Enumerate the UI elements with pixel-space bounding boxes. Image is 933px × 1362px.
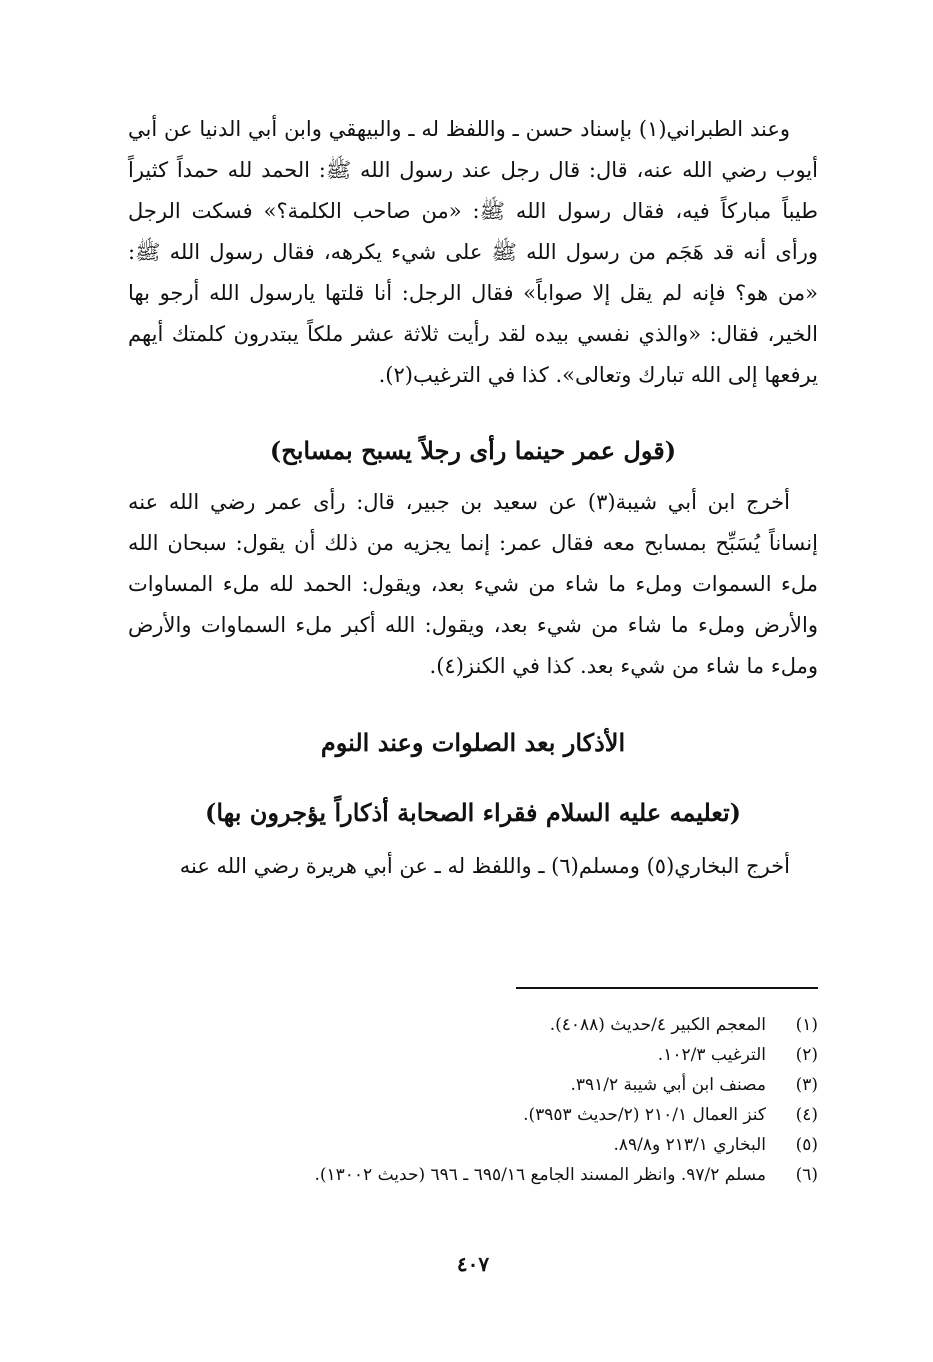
- paragraph-line: السماوات والأرض وملء ما شاء من شيء بعد. كذا في الكنز(٤).: [128, 613, 818, 678]
- chapter-heading-adhkar: الأذكار بعد الصلوات وعند النوم: [320, 728, 626, 757]
- footnote-text: الترغيب ١٠٢/٣.: [657, 1045, 766, 1065]
- paragraph-line: كثيراً طيباً مباركاً فيه، فقال رسول الله ﷺ: «من صاحب الكلمة؟» فسكت: [128, 158, 818, 223]
- paragraph-line: إنساناً يُسَبِّح بمسابح معه فقال عمر: إنما يجزيه من ذلك أن يقول: سبحان: [167, 531, 818, 555]
- paragraph-line: كلمتك أيهم يرفعها إلى الله تبارك وتعالى». كذا في الترغيب(٢).: [128, 322, 818, 387]
- footnote-item: [128, 1130, 818, 1160]
- paragraph-ibn-abi-shaybah: [128, 482, 818, 687]
- paragraph-line: الله ملء السموات وملء ما شاء من شيء بعد، ويقول: الحمد لله ملء: [128, 531, 819, 596]
- footnote-item: [128, 1160, 818, 1190]
- footnote-text: البخاري ٢١٣/١ و٨٩/٨.: [613, 1135, 766, 1155]
- footnote-text: المعجم الكبير ٤/حديث (٤٠٨٨).: [549, 1015, 766, 1035]
- footnote-number: (٣): [795, 1075, 818, 1095]
- footnote-separator: [516, 987, 818, 989]
- footnote-number: (٥): [795, 1135, 818, 1155]
- section-heading-teaching: (تعليمه عليه السلام فقراء الصحابة أذكاراً يؤجرون بها): [204, 798, 742, 827]
- book-page: [128, 0, 818, 1362]
- footnote-item: [128, 1070, 818, 1100]
- footnote-text: مسلم ٩٧/٢. وانظر المسند الجامع ٦٩٥/١٦ ـ ٦٩٦ (حديث ١٣٠٠٢).: [314, 1165, 766, 1185]
- paragraph-line: المساوات والأرض وملء ما شاء من شيء بعد، ويقول: الله أكبر ملء: [128, 572, 818, 637]
- paragraph-line: أخرج البخاري(٥) ومسلم(٦) ـ واللفظ له ـ عن أبي هريرة رضي الله عنه: [179, 854, 790, 878]
- paragraph-line: أرجو بها الخير، فقال: «والذي نفسي بيده لقد رأيت ثلاثة عشر ملكاً يبتدرون: [128, 281, 818, 346]
- paragraph-line: وعند الطبراني(١) بإسناد حسن ـ واللفظ له ـ والبيهقي وابن أبي الدنيا عن: [164, 117, 790, 141]
- footnote-text: مصنف ابن أبي شيبة ٣٩١/٢.: [570, 1075, 766, 1095]
- footnote-number: (١): [795, 1015, 818, 1035]
- paragraph-bukhari-muslim: [128, 846, 818, 887]
- page-number: ٤٠٧: [456, 1252, 490, 1276]
- paragraph-line: الله ﷺ: «من هو؟ فإنه لم يقل إلا صواباً» فقال الرجل: أنا قلتها يارسول الله: [128, 240, 819, 305]
- footnote-number: (٦): [795, 1165, 818, 1185]
- paragraph-tabarani-hadith: [128, 109, 818, 396]
- paragraph-line: الرجل ورأى أنه قد هَجَم من رسول الله ﷺ على شيء يكرهه، فقال رسول: [128, 199, 818, 264]
- section-heading-umar: (قول عمر حينما رأى رجلاً يسبح بمسابح): [269, 436, 677, 465]
- paragraph-line: أخرج ابن أبي شيبة(٣) عن سعيد بن جبير، قال: رأى عمر رضي الله عنه: [128, 490, 790, 514]
- footnotes-list: [128, 1010, 818, 1190]
- footnote-number: (٢): [795, 1045, 818, 1065]
- footnote-item: [128, 1040, 818, 1070]
- footnote-text: كنز العمال ٢١٠/١ (٢/حديث ٣٩٥٣).: [523, 1105, 766, 1125]
- footnote-number: (٤): [795, 1105, 818, 1125]
- footnote-item: [128, 1010, 818, 1040]
- footnote-item: [128, 1100, 818, 1130]
- paragraph-line: أبي أيوب رضي الله عنه، قال: قال رجل عند رسول الله ﷺ: الحمد لله حمداً: [128, 117, 818, 182]
